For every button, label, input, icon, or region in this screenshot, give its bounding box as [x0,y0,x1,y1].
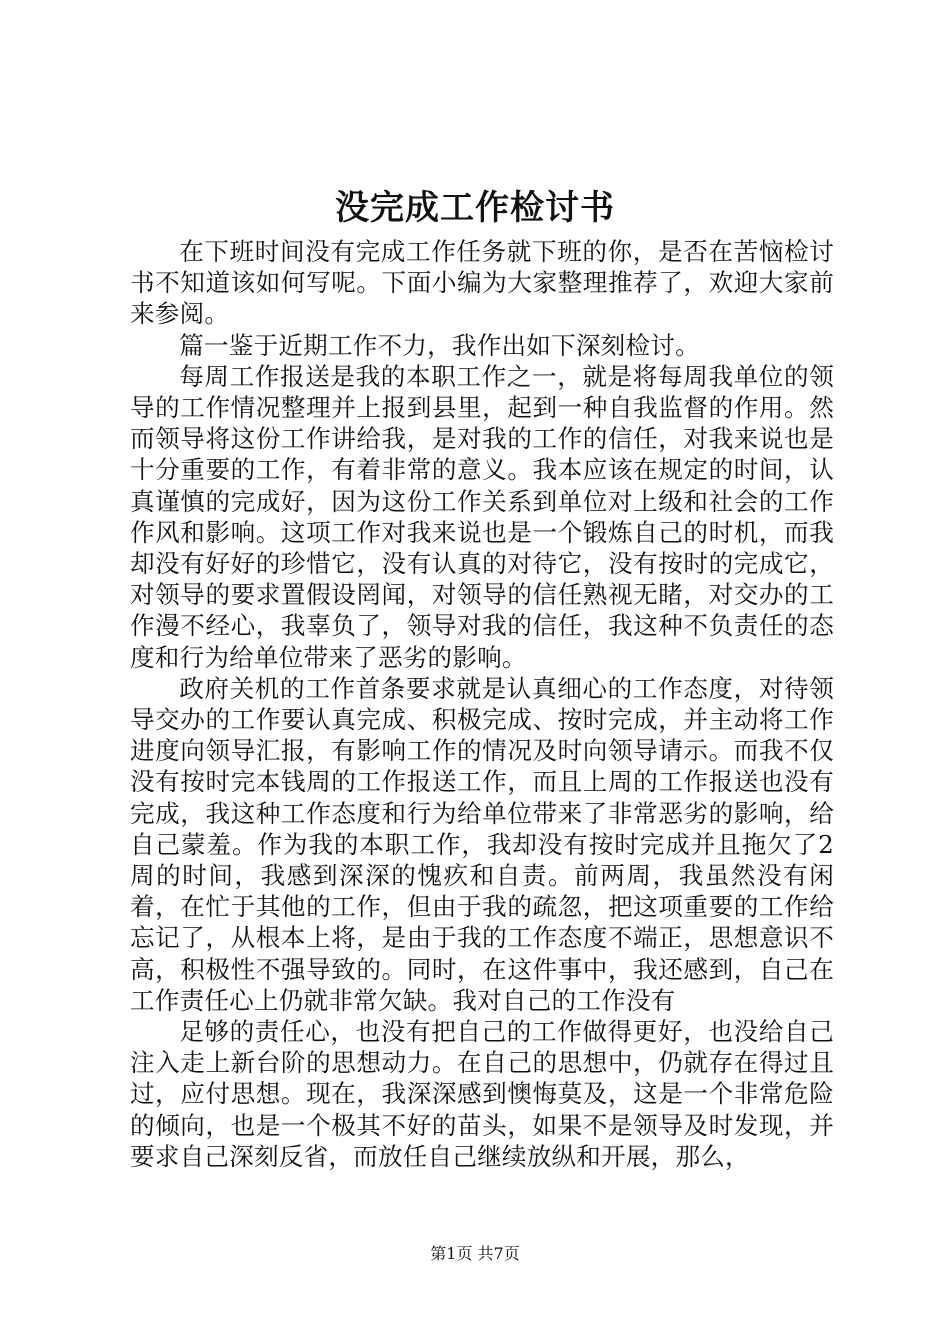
document-title: 没完成工作检讨书 [335,188,615,228]
paragraph-weekly-report: 每周工作报送是我的本职工作之一，就是将每周我单位的领导的工作情况整理并上报到县里，起到一种自我监督的作用。然而领导将这份工作讲给我，是对我的工作的信任，对我来说也是十分重要的工作，有着非常的意义。我本应该在规定的时间，认真谨慎的完成好，因为这份工作关系到单位对上级和社会的工作作风和影响。这项工作对我来说也是一个锻炼自己的时机，而我却没有好好的珍惜它，没有认真的对待它，没有按时的完成它，对领导的要求置假设罔闻，对领导的信任熟视无睹，对交办的工作漫不经心，我辜负了，领导对我的信任，我这种不负责任的态度和行为给单位带来了恶劣的影响。 [130,361,834,672]
paragraph-work-attitude: 政府关机的工作首条要求就是认真细心的工作态度，对待领导交办的工作要认真完成、积极完成、按时完成，并主动将工作进度向领导汇报，有影响工作的情况及时向领导请示。而我不仅没有按时完本钱周的工作报送工作，而且上周的工作报送也没有完成，我这种工作态度和行为给单位带来了非常恶劣的影响，给自己蒙羞。作为我的本职工作，我却没有按时完成并且拖欠了2周的时间，我感到深深的愧疚和自责。前两周，我虽然没有闲着，在忙于其他的工作，但由于我的疏忽，把这项重要的工作给忘记了，从根本上将，是由于我的工作态度不端正，思想意识不高，积极性不强导致的。同时，在这件事中，我还感到，自己在工作责任心上仍就非常欠缺。我对自己的工作没有 [130,673,834,1015]
paragraph-intro: 在下班时间没有完成工作任务就下班的你，是否在苦恼检讨书不知道该如何写呢。下面小编为大家整理推荐了，欢迎大家前来参阅。 [130,237,834,329]
paragraph-responsibility: 足够的责任心，也没有把自己的工作做得更好，也没给自己注入走上新台阶的思想动力。在自己的思想中，仍就存在得过且过，应付思想。现在，我深深感到懊悔莫及，这是一个非常危险的倾向，也是一个极其不好的苗头，如果不是领导及时发现，并要求自己深刻反省，而放任自己继续放纵和开展，那么， [130,1017,834,1171]
document-body [130,236,834,1172]
page-number: 第1页 共7页 [430,1244,520,1263]
paragraph-section-heading: 篇一鉴于近期工作不力，我作出如下深刻检讨。 [179,330,700,360]
